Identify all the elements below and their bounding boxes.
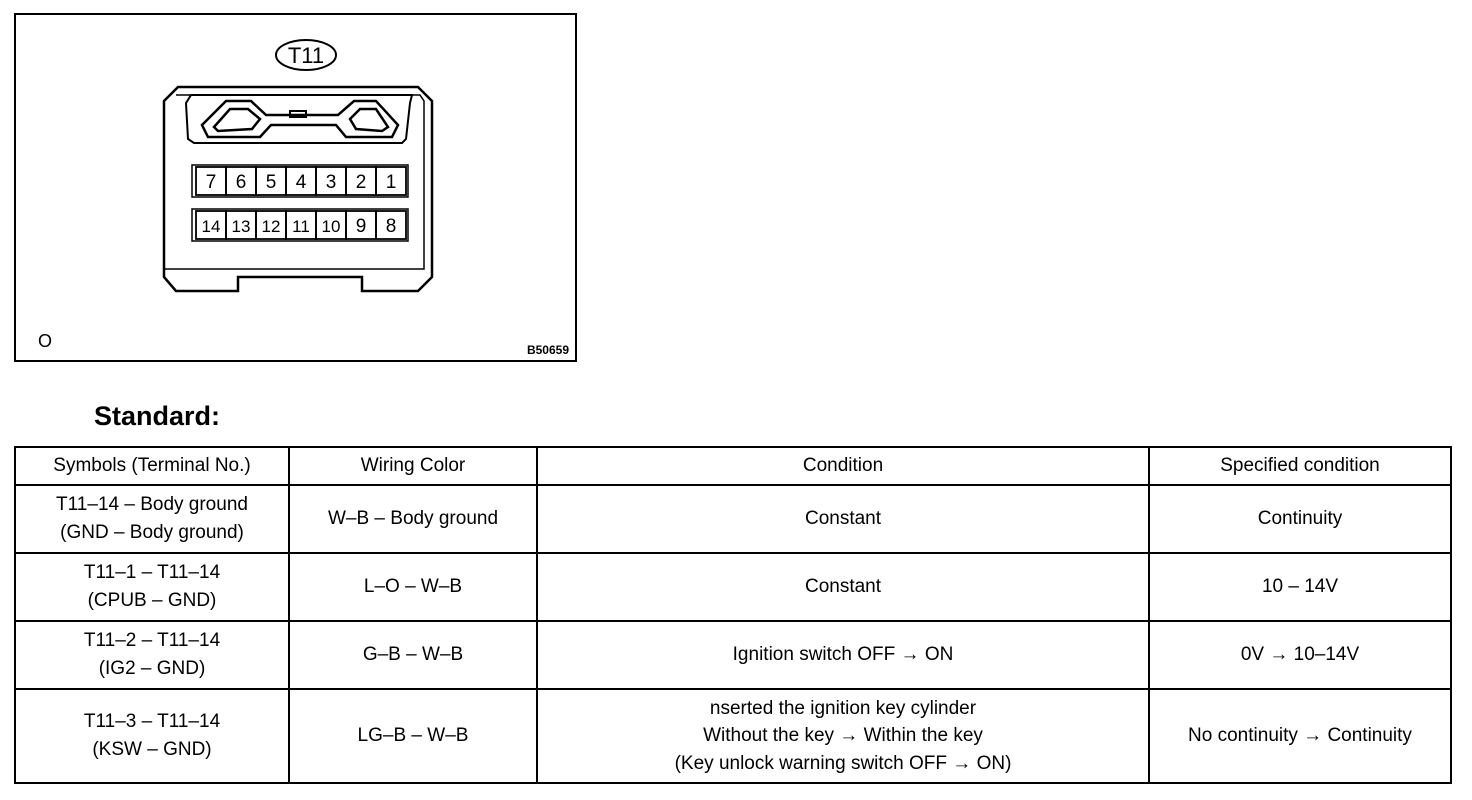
header-condition: Condition	[537, 447, 1149, 485]
specification-table	[14, 446, 1452, 784]
condition-line: Ignition switch OFF → ON	[732, 644, 954, 666]
pin-number: 11	[292, 217, 310, 236]
cell-wiring-color: L–O – W–B	[289, 553, 537, 621]
symbol-terminal: T11–2 – T11–14	[83, 630, 221, 652]
cell-wiring-color: G–B – W–B	[289, 621, 537, 689]
cell-condition	[537, 621, 1149, 689]
cell-condition	[537, 485, 1149, 553]
pin-number: 8	[385, 216, 397, 237]
connector-figure	[14, 13, 577, 362]
table-row	[15, 485, 1451, 553]
pins-bottom-row	[196, 211, 406, 239]
condition-line: nserted the ignition key cylinder	[709, 697, 977, 719]
cell-condition	[537, 689, 1149, 783]
pins-top-row	[196, 167, 406, 195]
standard-heading: Standard:	[94, 401, 221, 431]
pin-number: 9	[355, 216, 367, 237]
cell-symbols	[15, 553, 289, 621]
header-wiring-color: Wiring Color	[289, 447, 537, 485]
symbol-signal: (IG2 – GND)	[98, 658, 206, 679]
pin-number: 12	[261, 217, 281, 236]
condition-line: (Key unlock warning switch OFF → ON)	[674, 752, 1012, 774]
cell-symbols	[15, 689, 289, 783]
connector-label: T11	[287, 43, 325, 68]
pin-number: 6	[235, 172, 247, 193]
pin-number: 2	[355, 172, 367, 193]
condition-line: Constant	[804, 508, 882, 530]
cell-condition	[537, 553, 1149, 621]
table-header-row	[15, 447, 1451, 485]
pin-number: 4	[295, 172, 307, 193]
cell-specified: Continuity	[1149, 485, 1451, 553]
cell-specified: No continuity → Continuity	[1149, 689, 1451, 783]
pin-number: 5	[265, 172, 277, 193]
header-specified-condition: Specified condition	[1149, 447, 1451, 485]
pin-number: 10	[321, 217, 341, 236]
cell-symbols	[15, 485, 289, 553]
pin-number: 7	[205, 172, 217, 193]
cell-specified: 10 – 14V	[1149, 553, 1451, 621]
table-row	[15, 553, 1451, 621]
cell-wiring-color: W–B – Body ground	[289, 485, 537, 553]
figure-corner-label-left: O	[38, 331, 53, 351]
pin-number: 13	[231, 217, 251, 236]
pin-number: 3	[325, 172, 337, 193]
symbol-signal: (CPUB – GND)	[87, 590, 217, 611]
condition-line: Without the key → Within the key	[703, 725, 983, 747]
pin-number: 14	[201, 217, 221, 236]
cell-wiring-color: LG–B – W–B	[289, 689, 537, 783]
table-row	[15, 621, 1451, 689]
cell-specified: 0V → 10–14V	[1149, 621, 1451, 689]
header-symbols: Symbols (Terminal No.)	[15, 447, 289, 485]
symbol-terminal: T11–14 – Body ground	[56, 494, 248, 516]
condition-line: Constant	[804, 576, 882, 598]
symbol-signal: (GND – Body ground)	[60, 522, 244, 543]
table-row	[15, 689, 1451, 783]
symbol-terminal: T11–3 – T11–14	[83, 711, 221, 733]
cell-symbols	[15, 621, 289, 689]
connector-diagram	[16, 15, 579, 364]
symbol-terminal: T11–1 – T11–14	[83, 562, 221, 584]
symbol-signal: (KSW – GND)	[92, 739, 212, 760]
pin-number: 1	[385, 172, 397, 193]
figure-reference-code: B50659	[526, 343, 569, 357]
